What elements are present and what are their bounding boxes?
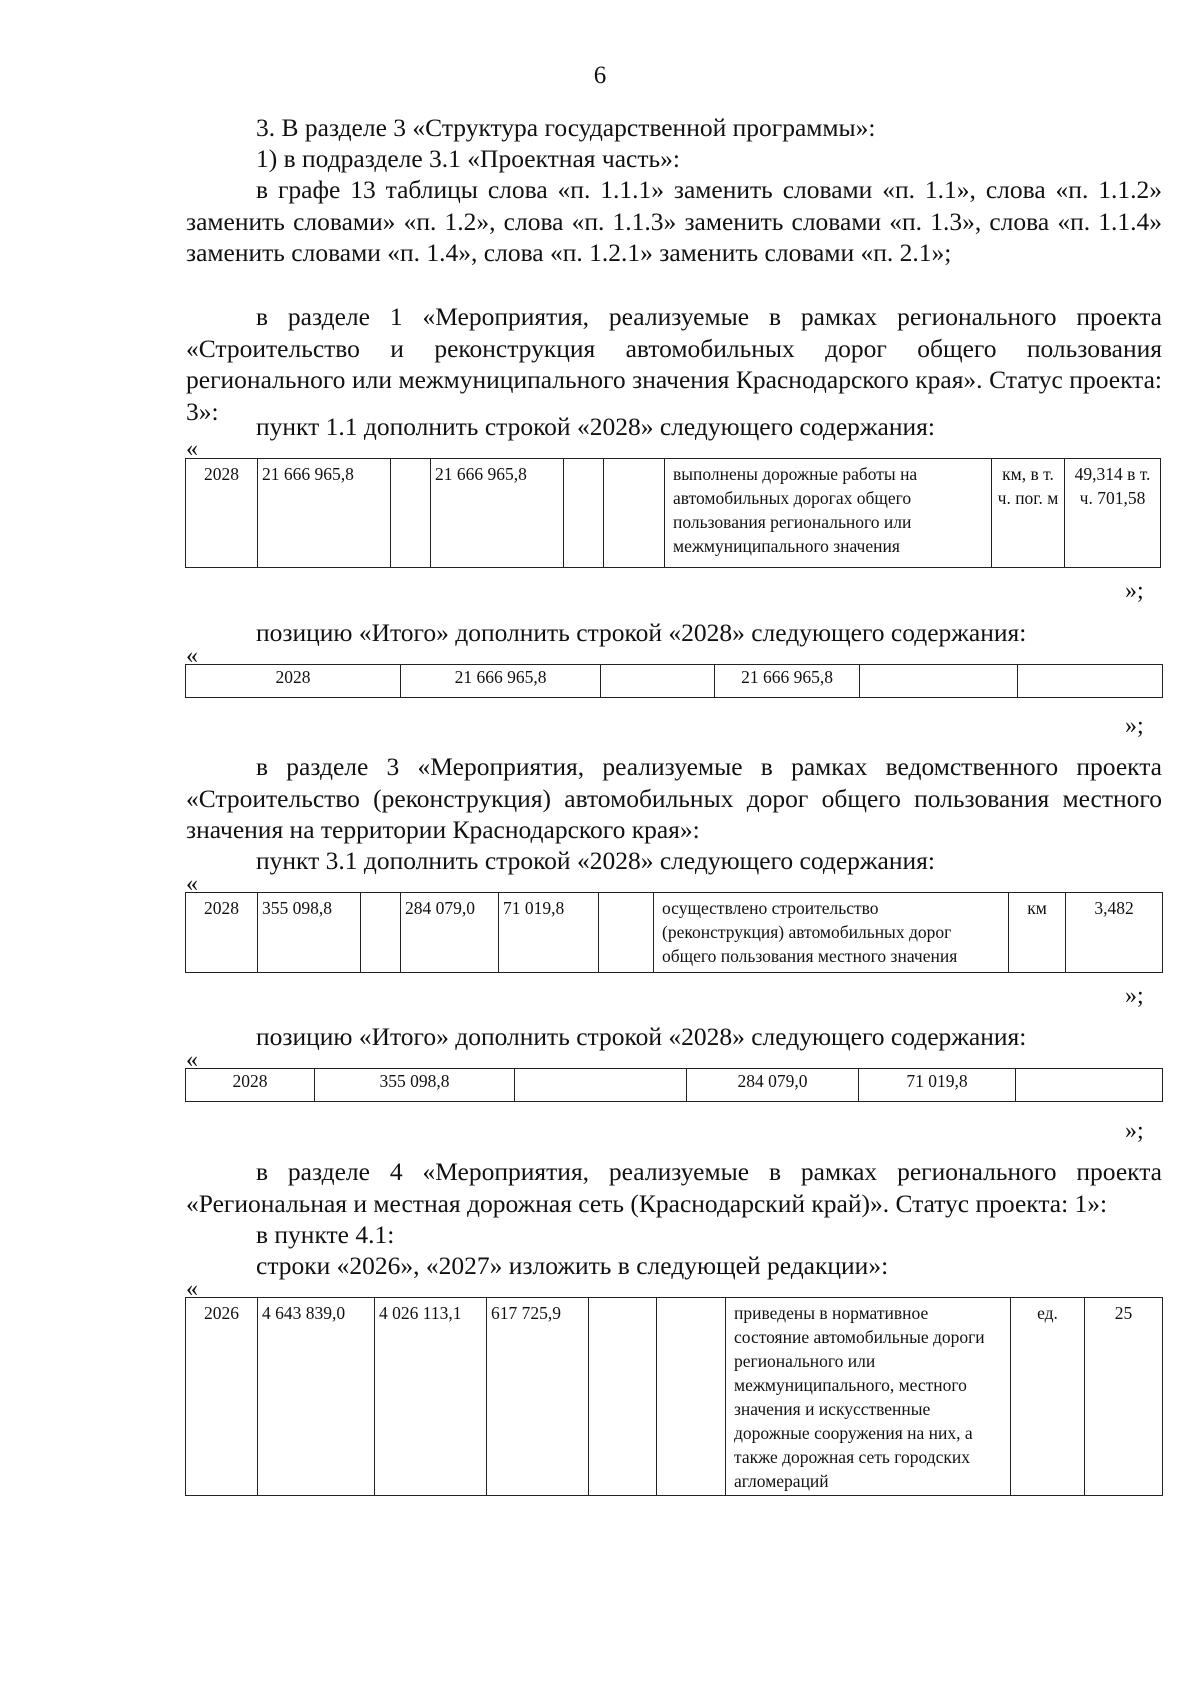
paragraph-total-3: позицию «Итого» дополнить строкой «2028» следующего содержания:: [256, 1022, 1027, 1051]
description-cell: осуществлено строительство (реконструкция) автомобильных дорог общего пользования местного значения: [654, 893, 1009, 973]
regional-cell: 284 079,0: [401, 893, 499, 973]
close-quote: »;: [1125, 983, 1144, 1009]
local-cell: 71 019,8: [499, 893, 599, 973]
unit-cell: ед.: [1011, 1298, 1085, 1496]
close-quote: »;: [1125, 713, 1144, 739]
total-cell: 355 098,8: [315, 1069, 515, 1102]
table-item-1-1: [185, 458, 1161, 568]
open-quote: «: [186, 871, 198, 897]
regional-cell: 284 079,0: [687, 1069, 859, 1102]
description-cell: приведены в нормативное состояние автомобильные дороги регионального или межмуниципального, местного значения и искусственные дорожные сооружения на них, а также дорожная сеть городских агломераций: [726, 1298, 1011, 1496]
other-cell: [1018, 665, 1163, 698]
total-cell: 355 098,8: [258, 893, 361, 973]
regional-cell: 21 666 965,8: [715, 665, 860, 698]
year-cell: 2028: [186, 665, 401, 698]
total-cell: 4 643 839,0: [258, 1298, 375, 1496]
total-cell: 21 666 965,8: [258, 459, 391, 568]
table-row: [186, 1069, 1163, 1102]
year-cell: 2026: [186, 1298, 258, 1496]
local-cell: [589, 1298, 657, 1496]
year-cell: 2028: [186, 1069, 315, 1102]
federal-cell: [391, 459, 431, 568]
local-cell: 71 019,8: [859, 1069, 1016, 1102]
paragraph-item-3-1: пункт 3.1 дополнить строкой «2028» следующего содержания:: [256, 846, 935, 875]
total-cell: 21 666 965,8: [401, 665, 601, 698]
federal-cell: [515, 1069, 687, 1102]
federal-cell: 4 026 113,1: [375, 1298, 487, 1496]
table-total-1: [185, 664, 1163, 698]
table-total-3: [185, 1068, 1163, 1102]
open-quote: «: [186, 436, 198, 462]
unit-cell: км: [1009, 893, 1066, 973]
open-quote: «: [186, 1047, 198, 1073]
regional-cell: 21 666 965,8: [431, 459, 564, 568]
open-quote: «: [186, 1276, 198, 1302]
regional-cell: 617 725,9: [487, 1298, 589, 1496]
paragraph-section-3: в разделе 3 «Мероприятия, реализуемые в рамках ведомственного проекта «Строительство (реконструкция) автомобильных дорог общего пользования местного значения на территории Краснодарского края»:: [186, 752, 1162, 845]
close-quote: »;: [1125, 578, 1144, 604]
local-cell: [860, 665, 1018, 698]
table-item-3-1: [185, 892, 1163, 973]
paragraph-section-4: в разделе 4 «Мероприятия, реализуемые в рамках регионального проекта «Региональная и местная дорожная сеть (Краснодарский край)». Статус проекта: 1»:: [186, 1157, 1162, 1218]
table-item-4-1: [185, 1297, 1163, 1496]
year-cell: 2028: [186, 893, 258, 973]
paragraph-item-4-1: в пункте 4.1:: [256, 1220, 395, 1249]
description-cell: выполнены дорожные работы на автомобильных дорогах общего пользования регионального или межмуниципального значения: [665, 459, 992, 568]
table-row: [186, 665, 1163, 698]
value-cell: 25: [1085, 1298, 1163, 1496]
unit-cell: км, в т. ч. пог. м: [992, 459, 1065, 568]
year-cell: 2028: [186, 459, 258, 568]
close-quote: »;: [1125, 1118, 1144, 1144]
value-cell: 3,482: [1066, 893, 1163, 973]
other-cell: [657, 1298, 726, 1496]
subsection-heading: 1) в подразделе 3.1 «Проектная часть»:: [256, 144, 680, 173]
paragraph-rows-2026-2027: строки «2026», «2027» изложить в следующей редакции»:: [256, 1251, 889, 1280]
other-cell: [604, 459, 665, 568]
paragraph-total-1: позицию «Итого» дополнить строкой «2028» следующего содержания:: [256, 618, 1027, 647]
table-row: [186, 893, 1163, 973]
other-cell: [1016, 1069, 1163, 1102]
paragraph-section-1: в разделе 1 «Мероприятия, реализуемые в рамках регионального проекта «Строительство и реконструкция автомобильных дорог общего пользования регионального или межмуниципального значения Краснодарского края». Статус проекта: 3»:: [186, 302, 1162, 426]
federal-cell: [601, 665, 715, 698]
table-row: [186, 1298, 1163, 1496]
local-cell: [564, 459, 604, 568]
table-row: [186, 459, 1161, 568]
section-heading: 3. В разделе 3 «Структура государственной программы»:: [256, 113, 876, 142]
paragraph-item-1-1: пункт 1.1 дополнить строкой «2028» следующего содержания:: [256, 412, 935, 441]
page-number: 6: [593, 62, 607, 89]
other-cell: [599, 893, 654, 973]
open-quote: «: [186, 643, 198, 669]
federal-cell: [361, 893, 401, 973]
paragraph-replace-words: в графе 13 таблицы слова «п. 1.1.1» заменить словами «п. 1.1», слова «п. 1.1.2» заменить словами» «п. 1.2», слова «п. 1.1.3» заменить словами «п. 1.3», слова «п. 1.1.4» заменить словами «п. 1.4», слова «п. 1.2.1» заменить словами «п. 2.1»;: [186, 175, 1162, 268]
value-cell: 49,314 в т. ч. 701,58: [1065, 459, 1161, 568]
